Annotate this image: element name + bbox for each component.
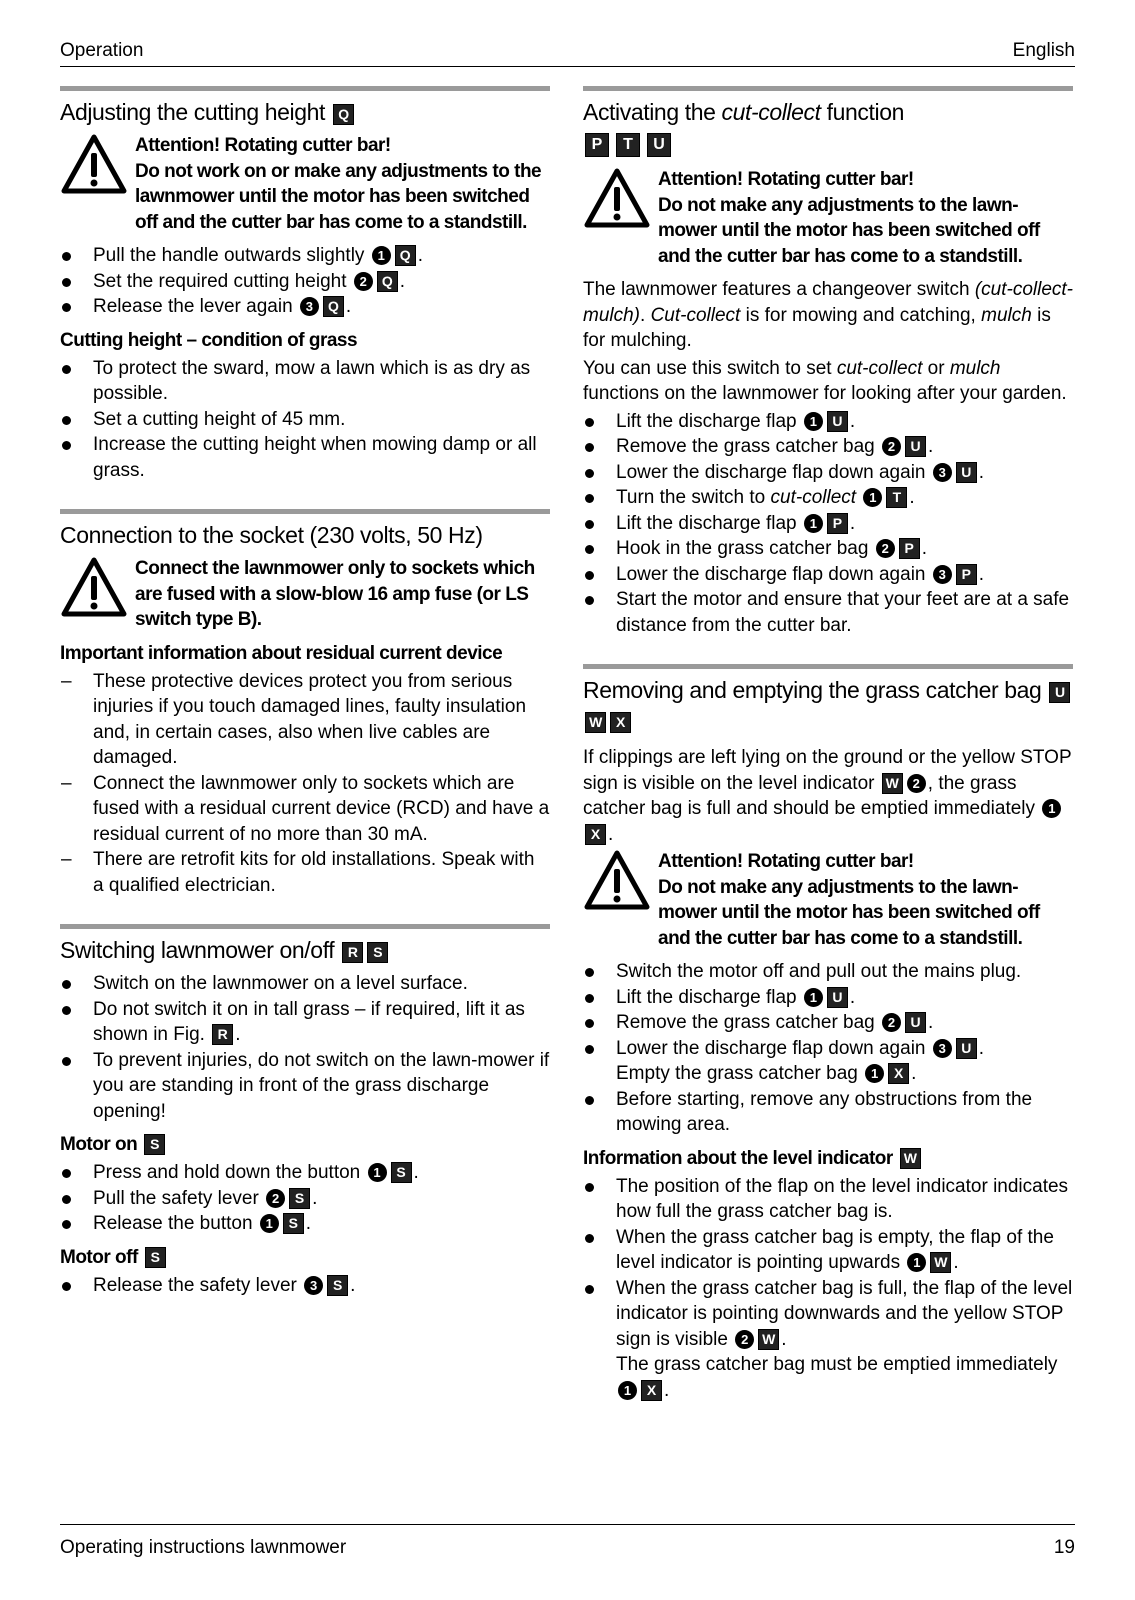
paragraph: If clippings are left lying on the ground or the yellow STOP sign is visible on the level indicator W 2 , the grass catcher bag is full and should be emptied immediately 1X . xyxy=(583,747,1072,845)
text-part: is for mowing and catching, xyxy=(740,304,982,326)
list-item: Set a cutting height of 45 mm. xyxy=(60,407,550,433)
list-item-text: When the grass catcher bag is empty, the flap of the level indicator is pointing upwards xyxy=(616,1226,1054,1273)
step-number-1: 1 xyxy=(804,988,823,1007)
figure-ref-u: U xyxy=(905,436,926,457)
list-item-text: The grass catcher bag must be emptied immediately xyxy=(616,1354,1058,1375)
figure-ref-w: W xyxy=(882,773,903,794)
figure-ref-q: Q xyxy=(333,104,354,125)
list-item: Lower the discharge flap down again 3 P . xyxy=(583,562,1073,588)
text-emphasis: cut-collect xyxy=(836,357,923,379)
rcd-list xyxy=(60,669,550,899)
figure-ref-u: U xyxy=(905,1012,926,1033)
list-item-text: Remove the grass catcher bag xyxy=(616,1012,875,1033)
subheading xyxy=(60,1247,550,1269)
section-title xyxy=(60,935,550,965)
figure-ref-x: X xyxy=(641,1380,662,1401)
figure-ref-t: T xyxy=(886,487,907,508)
figure-ref-u: U xyxy=(1049,682,1070,703)
section-title-text: Switching lawnmower on/off xyxy=(60,937,335,963)
list-item: Set the required cutting height 2 Q . xyxy=(60,269,550,295)
list-item: To protect the sward, mow a lawn which is as dry as possible. xyxy=(60,356,550,407)
warning-triangle-icon xyxy=(60,133,135,235)
figure-ref-s: S xyxy=(145,1247,166,1268)
paragraph xyxy=(583,277,1073,354)
list-item: Turn the switch to cut-collect 1 T . xyxy=(583,485,1073,511)
figure-ref-w: W xyxy=(585,712,606,733)
list-item-text: Set the required cutting height xyxy=(93,270,347,292)
warning-box xyxy=(583,167,1073,269)
list-item: Lift the discharge flap 1 U . xyxy=(583,409,1073,435)
warning-triangle-icon xyxy=(583,167,658,269)
text-part: or xyxy=(922,357,950,379)
warning-text xyxy=(658,849,1073,951)
text-part: is for mulching. xyxy=(583,304,1051,351)
left-column xyxy=(60,86,550,1324)
warning-body: Do not make any adjustments to the lawn-mower until the motor has been switched off and the cutter bar has come to a standstill. xyxy=(658,876,1040,949)
emptying-list xyxy=(583,959,1073,1138)
figure-ref-s: S xyxy=(289,1188,310,1209)
title-emphasis: cut-collect xyxy=(721,99,821,125)
text-part: . xyxy=(640,304,651,326)
warning-box xyxy=(60,133,550,235)
list-item: Start the motor and ensure that your feet are at a safe distance from the cutter bar. xyxy=(583,587,1073,638)
figure-ref-x: X xyxy=(610,712,631,733)
figure-ref-x: X xyxy=(888,1063,909,1084)
list-item: – Connect the lawnmower only to sockets which are fused with a residual current device (RCD) and have a residual current of no more than 30 mA. xyxy=(60,771,550,848)
list-item: Remove the grass catcher bag 2 U . xyxy=(583,1010,1073,1036)
list-item: Switch on the lawnmower on a level surface. xyxy=(60,971,550,997)
warning-heading: Attention! Rotating cutter bar! xyxy=(658,169,914,190)
subheading-text: Motor on xyxy=(60,1134,138,1155)
list-item-text: Turn the switch to xyxy=(616,487,771,508)
step-number-1: 1 xyxy=(865,1064,884,1083)
list-item: – There are retrofit kits for old installations. Speak with a qualified electrician. xyxy=(60,847,550,898)
list-item: Lift the discharge flap 1 P . xyxy=(583,511,1073,537)
title-part: Activating the xyxy=(583,99,722,125)
list-item-text: Release the safety lever xyxy=(93,1274,297,1296)
section-cutting-height xyxy=(60,86,550,483)
figure-ref-r: R xyxy=(212,1024,233,1045)
list-item-text: Remove the grass catcher bag xyxy=(616,436,875,457)
warning-body: Do not work on or make any adjustments to the lawnmower until the motor has been switched off and the cutter bar has come to a standstill. xyxy=(135,160,542,233)
warning-text: Connect the lawnmower only to sockets which are fused with a slow-blow 16 amp fuse (or LS switch type B). xyxy=(135,558,535,630)
step-number-1: 1 xyxy=(907,1253,926,1272)
list-item: To prevent injuries, do not switch on the lawn-mower if you are standing in front of the grass discharge opening! xyxy=(60,1048,550,1125)
section-cut-collect xyxy=(583,86,1073,638)
step-number-3: 3 xyxy=(933,565,952,584)
warning-triangle-icon xyxy=(60,556,135,633)
list-item: Pull the handle outwards slightly 1 Q . xyxy=(60,243,550,269)
list-item-text: Pull the handle outwards slightly xyxy=(93,245,365,266)
warning-body: Do not make any adjustments to the lawn-mower until the motor has been switched off and the cutter bar has come to a standstill. xyxy=(658,194,1040,267)
text-emphasis: mulch xyxy=(949,357,1001,379)
step-number-1: 1 xyxy=(372,246,391,265)
level-indicator-list xyxy=(583,1174,1073,1404)
list-item: Lower the discharge flap down again 3 U . xyxy=(583,460,1073,486)
list-item: Remove the grass catcher bag 2 U . xyxy=(583,434,1073,460)
page-footer xyxy=(60,1524,1075,1559)
list-item: Release the lever again 3 Q . xyxy=(60,294,550,320)
step-number-1: 1 xyxy=(1042,799,1061,818)
warning-text xyxy=(135,133,550,235)
step-number-2: 2 xyxy=(266,1189,285,1208)
figure-refs xyxy=(583,133,1073,157)
text-part: functions on the lawnmower for looking after your garden. xyxy=(583,383,1067,404)
figure-ref-u: U xyxy=(956,462,977,483)
text-emphasis: (cut-collect-mulch) xyxy=(583,279,1073,326)
page-header xyxy=(60,40,1075,67)
list-item-text: When the grass catcher bag is full, the flap of the level indicator is pointing downwards and the yellow STOP sign is visible xyxy=(616,1277,1073,1350)
section-switching xyxy=(60,924,550,1298)
list-item: Press and hold down the button 1 S . xyxy=(60,1160,550,1186)
list-item: Release the safety lever 3 S . xyxy=(60,1273,550,1299)
list-item: Switch the motor off and pull out the mains plug. xyxy=(583,959,1073,985)
motor-on-list xyxy=(60,1160,550,1237)
list-item-text: Lift the discharge flap xyxy=(616,512,797,534)
list-item: When the grass catcher bag is empty, the flap of the level indicator is pointing upwards 1 W . xyxy=(583,1225,1073,1276)
list-item-text: Lift the discharge flap xyxy=(616,410,797,432)
step-number-2: 2 xyxy=(882,437,901,456)
list-item-text: Do not switch it on in tall grass – if required, lift it as shown in Fig. xyxy=(93,998,525,1045)
motor-off-list xyxy=(60,1273,550,1299)
warning-text xyxy=(658,167,1073,269)
text-part: , the grass catcher bag is full and should be emptied immediately xyxy=(583,772,1036,819)
step-number-1: 1 xyxy=(804,514,823,533)
section-title xyxy=(583,97,1073,127)
title-part: function xyxy=(820,99,904,125)
header-language-label: English xyxy=(1012,40,1075,61)
figure-ref-s: S xyxy=(367,942,388,963)
warning-box xyxy=(583,849,1073,951)
figure-ref-q: Q xyxy=(377,271,398,292)
text-part: The lawnmower features a changeover switch xyxy=(583,279,975,300)
step-number-1: 1 xyxy=(618,1381,637,1400)
warning-triangle-icon xyxy=(583,849,658,951)
figure-ref-p: P xyxy=(585,133,609,157)
cut-collect-list xyxy=(583,409,1073,639)
paragraph xyxy=(583,356,1073,407)
grass-list xyxy=(60,356,550,484)
text-part: You can use this switch to set xyxy=(583,357,837,379)
list-item-text: Empty the grass catcher bag xyxy=(616,1063,858,1084)
figure-ref-r: R xyxy=(342,942,363,963)
step-number-1: 1 xyxy=(804,412,823,431)
step-number-1: 1 xyxy=(863,488,882,507)
list-item: Lift the discharge flap 1 U . xyxy=(583,985,1073,1011)
subheading-text: Information about the level indicator xyxy=(583,1147,893,1169)
step-number-2: 2 xyxy=(882,1013,901,1032)
section-title: Connection to the socket (230 volts, 50 Hz) xyxy=(60,522,483,548)
figure-ref-w: W xyxy=(930,1252,951,1273)
step-number-1: 1 xyxy=(368,1163,387,1182)
section-title xyxy=(60,97,550,127)
list-item: Pull the safety lever 2 S . xyxy=(60,1186,550,1212)
step-number-3: 3 xyxy=(933,1039,952,1058)
text-emphasis: mulch xyxy=(981,304,1032,326)
figure-ref-s: S xyxy=(283,1213,304,1234)
step-number-3: 3 xyxy=(300,297,319,316)
list-item: Increase the cutting height when mowing damp or all grass. xyxy=(60,432,550,483)
section-socket-connection xyxy=(60,509,550,898)
list-item: Release the button 1 S . xyxy=(60,1211,550,1237)
figure-ref-x: X xyxy=(585,824,606,845)
figure-ref-u: U xyxy=(827,411,848,432)
list-item-text: Release the button xyxy=(93,1213,253,1234)
page-number: 19 xyxy=(1053,1537,1075,1558)
list-item-text: Hook in the grass catcher bag xyxy=(616,538,869,559)
step-number-2: 2 xyxy=(735,1330,754,1349)
step-number-1: 1 xyxy=(260,1214,279,1233)
list-item-text: Lift the discharge flap xyxy=(616,986,797,1008)
subheading: Important information about residual current device xyxy=(60,642,503,664)
figure-ref-q: Q xyxy=(323,296,344,317)
figure-ref-w: W xyxy=(758,1329,779,1350)
figure-ref-s: S xyxy=(144,1134,165,1155)
figure-ref-p: P xyxy=(956,564,977,585)
list-item-text: Lower the discharge flap down again xyxy=(616,461,926,483)
step-number-3: 3 xyxy=(933,463,952,482)
warning-box xyxy=(60,556,550,633)
figure-ref-u: U xyxy=(647,133,671,157)
footer-document-title: Operating instructions lawnmower xyxy=(60,1537,347,1558)
list-item: Before starting, remove any obstructions from the mowing area. xyxy=(583,1087,1073,1138)
step-number-2: 2 xyxy=(354,272,373,291)
list-item: Hook in the grass catcher bag 2 P . xyxy=(583,536,1073,562)
header-section-label: Operation xyxy=(60,40,144,61)
subheading: Cutting height – condition of grass xyxy=(60,329,358,351)
section-title-text: Removing and emptying the grass catcher bag xyxy=(583,677,1042,703)
figure-ref-u: U xyxy=(827,987,848,1008)
list-item-text: Lower the discharge flap down again xyxy=(616,563,926,585)
right-column xyxy=(583,86,1073,1429)
text-part: If clippings are left lying on the ground or the yellow STOP sign is visible on the level indicator xyxy=(583,747,1072,794)
list-item: When the grass catcher bag is full, the flap of the level indicator is pointing downwards and the yellow STOP sign is visible 2 W . The grass catcher bag must be emptied immediately 1 X . xyxy=(583,1276,1073,1404)
list-item-text: Release the lever again xyxy=(93,296,293,317)
figure-ref-t: T xyxy=(616,133,640,157)
figure-ref-w: W xyxy=(900,1148,921,1169)
text-emphasis: cut-collect xyxy=(770,487,857,508)
step-number-2: 2 xyxy=(876,539,895,558)
list-item-text: Pull the safety lever xyxy=(93,1187,259,1209)
step-number-2: 2 xyxy=(907,774,926,793)
list-item: – These protective devices protect you from serious injuries if you touch damaged lines, faulty insulation and, in certain cases, also when live cables are damaged. xyxy=(60,669,550,771)
figure-ref-u: U xyxy=(956,1038,977,1059)
figure-ref-p: P xyxy=(899,538,920,559)
list-item-text: Lower the discharge flap down again xyxy=(616,1037,926,1059)
subheading-text: Motor off xyxy=(60,1246,138,1268)
steps-list xyxy=(60,243,550,320)
list-item: The position of the flap on the level indicator indicates how full the grass catcher bag is. xyxy=(583,1174,1073,1225)
figure-ref-q: Q xyxy=(395,245,416,266)
figure-ref-p: P xyxy=(827,513,848,534)
warning-heading: Attention! Rotating cutter bar! xyxy=(658,851,914,872)
figure-ref-s: S xyxy=(327,1275,348,1296)
figure-ref-s: S xyxy=(391,1162,412,1183)
section-title xyxy=(583,675,1073,735)
warning-heading: Attention! Rotating cutter bar! xyxy=(135,135,391,156)
list-item-text: Press and hold down the button xyxy=(93,1162,361,1183)
subheading xyxy=(583,1148,1073,1170)
list-item: Do not switch it on in tall grass – if required, lift it as shown in Fig. R . xyxy=(60,997,550,1048)
switching-list xyxy=(60,971,550,1124)
step-number-3: 3 xyxy=(304,1276,323,1295)
text-emphasis: Cut-collect xyxy=(650,304,741,326)
section-title-text: Adjusting the cutting height xyxy=(60,99,325,125)
subheading xyxy=(60,1134,550,1156)
list-item: Lower the discharge flap down again 3 U . Empty the grass catcher bag 1 X . xyxy=(583,1036,1073,1087)
section-emptying-bag xyxy=(583,664,1073,1403)
